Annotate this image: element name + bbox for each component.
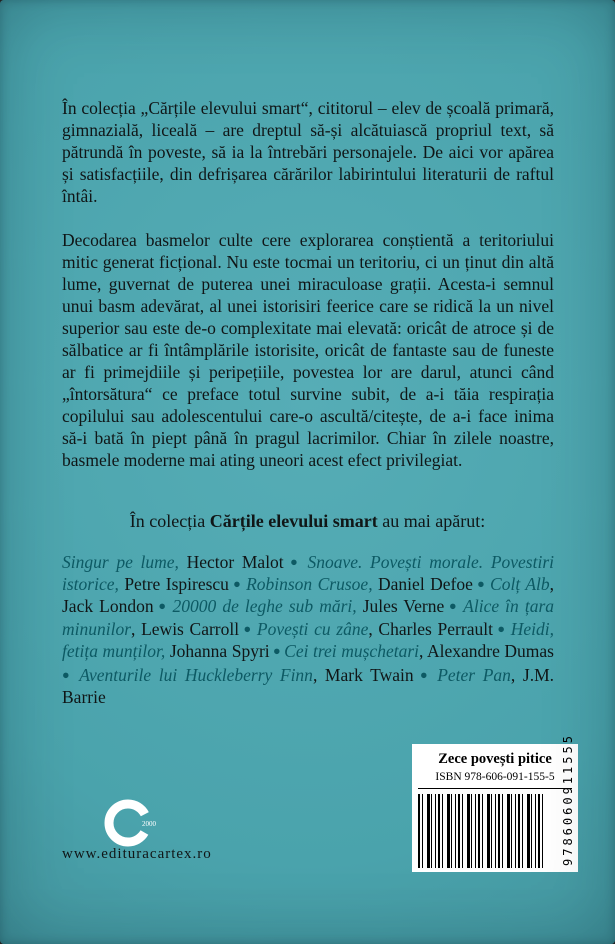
bullet-separator: ●: [239, 621, 257, 636]
bullet-separator: ●: [472, 577, 491, 592]
intro-paragraph: În colecția „Cărțile elevului smart“, cititorul – elev de școală primară, gimnazială, liceală – are dreptul să-și alcătuiască propriul text, să pătrundă în poveste, să ia la întrebări personajele. De aici vor apărea și satisfacțiile, din defrișarea cărărilor labirintului literaturii de raftul întâi.: [62, 98, 554, 206]
cartex-logo: [100, 795, 156, 851]
ean-number-vertical: 9786060911555: [561, 733, 575, 866]
bullet-separator: ●: [228, 577, 247, 592]
book-title: Peter Pan: [437, 665, 511, 686]
collection-heading: [0, 511, 615, 532]
publisher-website: www.edituracartex.ro: [62, 846, 212, 862]
book-title: Heidi, fetița munților,: [62, 618, 554, 661]
book-author: , Charles Perrault: [368, 618, 493, 639]
book-title: Cei trei mușchetari: [284, 640, 419, 661]
collection-heading-suffix: au mai apărut:: [377, 511, 486, 531]
book-author: Johanna Spyri: [165, 640, 270, 661]
book-title: Alice în țara minunilor: [62, 596, 555, 639]
logo-year-text: 2000: [142, 820, 156, 828]
collection-name: Cărțile elevului smart: [209, 511, 378, 531]
book-title: Singur pe lume,: [62, 552, 179, 573]
book-author: , Mark Twain: [312, 665, 414, 686]
barcode-box: [412, 733, 578, 872]
body-paragraph: Decodarea basmelor culte cere explorarea conștientă a teritoriului mitic generat ficțional. Nu este tocmai un teritoriu, ci un ținut din altă lume, guvernat de puterea unei miraculoase grații. Acesta-i semnul unui basm adevărat, al unei istorisiri feerice care se ridică la un nivel superior sau este de-o complexitate mai elevată: oricât de atroce și de sălbatice ar fi întâmplările istorisite, oricât de fantaste sau de funeste ar fi primejdiile și peripețiile, povestea lor are darul, atunci când „întorsătura“ ce preface totul survine subit, de a-i tăia respirația copilului sau adolescentului care-o ascultă/citește, de a-i face inima să-i bată în piept până în pragul lacrimilor. Chiar în zilele noastre, basmele moderne mai ating uneori acest efect privilegiat.: [62, 230, 554, 470]
book-title: Snoave. Povești morale. Povestiri istorice,: [62, 552, 554, 595]
book-author: Daniel Defoe: [372, 574, 473, 595]
book-author: Petre Ispirescu: [118, 574, 229, 595]
barcode-bars: [418, 794, 546, 868]
book-title: 20000 de leghe sub mări,: [172, 596, 357, 617]
bullet-separator: ●: [153, 599, 173, 614]
book-list: [62, 551, 554, 708]
bullet-separator: ●: [413, 667, 438, 682]
book-title: Colț Alb: [490, 574, 550, 595]
isbn-text: ISBN 978-606-091-155-5: [435, 771, 555, 783]
collection-heading-prefix: În colecția: [129, 511, 210, 531]
book-author: , Jack London: [62, 574, 554, 617]
barcode-book-title: Zece povești pitice: [438, 751, 552, 767]
book-author: , J.M. Barrie: [62, 665, 555, 708]
barcode-divider: [418, 788, 572, 789]
book-author: Hector Malot: [178, 552, 284, 573]
bullet-separator: ●: [62, 667, 80, 682]
book-author: Jules Verne: [356, 596, 445, 617]
book-author: , Alexandre Dumas: [419, 640, 554, 661]
book-title: Povești cu zâne: [256, 618, 369, 639]
book-author: , Lewis Carroll: [131, 618, 240, 639]
bullet-separator: ●: [283, 555, 308, 569]
cartex-logo-mark: [100, 795, 156, 851]
bullet-separator: ●: [269, 643, 285, 658]
book-title: Robinson Crusoe,: [246, 574, 373, 595]
bullet-separator: ●: [444, 599, 464, 614]
bullet-separator: ●: [492, 621, 511, 636]
book-title: Aventurile lui Huckleberry Finn: [79, 665, 313, 686]
